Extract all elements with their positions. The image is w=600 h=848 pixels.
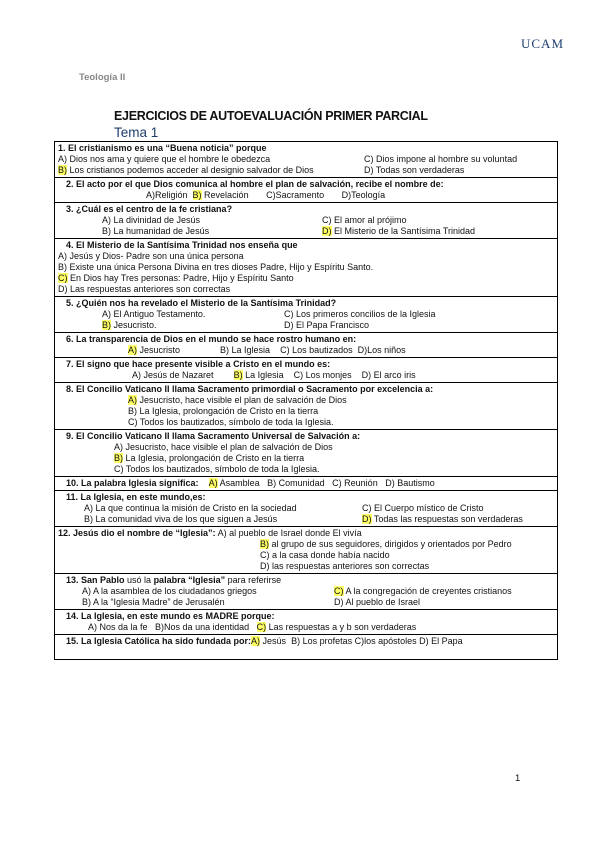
answer-highlight: B)	[260, 539, 269, 549]
answer-highlight: A)	[128, 395, 137, 405]
course-name: Teología II	[79, 72, 126, 83]
option-a: A) Nos da la fe	[88, 622, 148, 632]
stem-part: palabra “Iglesia”	[153, 575, 226, 585]
question-stem: 3. ¿Cuál es el centro de la fe cristiana?	[66, 204, 233, 214]
option-a: Asamblea	[217, 478, 260, 488]
option-a: A) Jesús y Dios- Padre son una única persona	[58, 251, 244, 261]
question-stem: 14. La Iglesia, en este mundo es MADRE porque:	[66, 611, 275, 621]
answer-highlight: C)	[256, 622, 267, 632]
option-a: A) A la asamblea de los ciudadanos griegos	[82, 586, 257, 596]
stem-part: 13. San Pablo	[66, 575, 125, 585]
option-b: B) Comunidad	[267, 478, 325, 488]
option-a: A) al pueblo de Israel donde El vivía	[215, 528, 362, 538]
question-stem: 12. Jesús dio el nombre de “Iglesia”:	[58, 528, 216, 538]
question-stem: 10. La palabra Iglesia significa:	[66, 478, 199, 488]
option-d: D)Los niños	[357, 345, 406, 355]
question-stem: 15. La Iglesia Católica ha sido fundada por:	[66, 636, 252, 646]
answer-highlight: D)	[322, 226, 332, 236]
question-5	[55, 297, 558, 333]
option-c: C) Todos los bautizados, símbolo de toda la Iglesia.	[114, 464, 320, 474]
question-stem	[58, 575, 554, 586]
option-b	[102, 320, 284, 331]
question-stem: 7. El signo que hace presente visible a Cristo en el mundo es:	[66, 359, 331, 369]
question-14	[55, 610, 558, 635]
option-d: D) Al pueblo de Israel	[334, 597, 421, 607]
question-4	[55, 239, 558, 297]
option-c	[58, 273, 554, 284]
option-a	[58, 395, 554, 406]
question-8	[55, 383, 558, 430]
page-subtitle: Tema 1	[114, 125, 159, 140]
option-b: La Iglesia	[242, 370, 284, 380]
option-b: B) A la “Iglesia Madre” de Jerusalén	[82, 597, 225, 607]
option-b: B) La Iglesia	[220, 345, 271, 355]
option-c: C) El amor al prójimo	[322, 215, 407, 225]
option-c: C) El Cuerpo místico de Cristo	[362, 503, 484, 513]
answer-highlight: A)	[128, 345, 137, 355]
option-c: C) a la casa donde había nacido	[260, 550, 390, 560]
option-a: A) Jesucristo, hace visible el plan de salvación de Dios	[114, 442, 333, 452]
option-c: C) Reunión	[332, 478, 378, 488]
options-row	[58, 190, 554, 201]
stem-part: usó la	[124, 575, 154, 585]
option-text: Jesucristo, hace visible el plan de salvación de Dios	[137, 395, 347, 405]
option-a: A) El Antiguo Testamento.	[102, 309, 206, 319]
answer-highlight: A)	[208, 478, 218, 488]
option-a: A) La que continua la misión de Cristo en la sociedad	[84, 503, 297, 513]
option-text: Todas las respuestas son verdaderas	[371, 514, 523, 524]
option-c: C)Sacramento	[266, 190, 325, 200]
option-c: C) Los primeros concilios de la Iglesia	[284, 309, 436, 319]
option-text: Los cristianos podemos acceder al designio salvador de Dios	[67, 165, 314, 175]
quiz-table	[54, 141, 558, 660]
option-a: A) La divinidad de Jesús	[102, 215, 201, 225]
question-stem: 11. La Iglesia, en este mundo,es:	[66, 492, 206, 502]
answer-highlight: C)	[334, 586, 344, 596]
option-d	[322, 226, 554, 237]
option-a: A) Dios nos ama y quiere que el hombre le obedezca	[58, 154, 271, 164]
option-d: D)Teología	[341, 190, 386, 200]
question-stem: 5. ¿Quién nos ha revelado el Misterio de la Santísima Trinidad?	[66, 298, 337, 308]
options-row	[58, 478, 554, 489]
question-13	[55, 574, 558, 610]
option-b: B) La comunidad viva de los que siguen a Jesús	[84, 514, 278, 524]
option-b: Revelación	[201, 190, 249, 200]
option-c: C) Los bautizados	[280, 345, 353, 355]
option-b: B) La humanidad de Jesús	[102, 226, 210, 236]
option-text: La Iglesia, prolongación de Cristo en la tierra	[123, 453, 305, 463]
option-b	[58, 165, 364, 176]
option-a: A) Jesús de Nazaret	[132, 370, 214, 380]
options-row	[58, 622, 554, 633]
option-a: Jesucristo	[137, 345, 181, 355]
answer-highlight: B)	[192, 190, 202, 200]
option-d	[362, 514, 554, 525]
question-stem: 4. El Misterio de la Santísima Trinidad nos enseña que	[66, 240, 298, 250]
answer-highlight: C)	[58, 273, 68, 283]
question-1	[55, 142, 558, 178]
option-d: D) las respuestas anteriores son correctas	[260, 561, 430, 571]
option-c: C) Dios impone al hombre su voluntad	[364, 154, 518, 164]
option-c: C) Los monjes	[293, 370, 352, 380]
answer-highlight: A)	[251, 636, 261, 646]
answer-highlight: B)	[114, 453, 123, 463]
option-d: D) Todas son verdaderas	[364, 165, 465, 175]
option-c: Las respuestas a y b son verdaderas	[266, 622, 417, 632]
option-a: Jesús	[260, 636, 287, 646]
option-text: A la congregación de creyentes cristianos	[343, 586, 512, 596]
question-stem: 2. El acto por el que Dios comunica al hombre el plan de salvación, recibe el nombre de:	[66, 179, 444, 189]
question-10	[55, 477, 558, 491]
ucam-logo: UCAM	[521, 36, 565, 51]
option-b	[58, 453, 554, 464]
question-stem: 8. El Concilio Vaticano II llama Sacramento primordial o Sacramento por excelencia a:	[66, 384, 434, 394]
page-title: EJERCICIOS DE AUTOEVALUACIÓN PRIMER PARCIAL	[114, 109, 428, 123]
other-options: B) Los profetas C)los apóstoles D) El Papa	[291, 636, 463, 646]
question-2	[55, 178, 558, 203]
question-12	[55, 527, 558, 574]
question-11	[55, 491, 558, 527]
stem-part: para referirse	[225, 575, 282, 585]
option-text: El Misterio de la Santísima Trinidad	[331, 226, 476, 236]
question-stem: 9. El Concilio Vaticano II llama Sacramento Universal de Salvación a:	[66, 431, 361, 441]
page-number: 1	[515, 773, 521, 784]
options-row	[58, 370, 554, 381]
option-d: D) El Papa Francisco	[284, 320, 370, 330]
option-text: al grupo de sus seguidores, dirigidos y orientados por Pedro	[269, 539, 512, 549]
option-b: B) Existe una única Persona Divina en tres dioses Padre, Hijo y Espíritu Santo.	[58, 262, 374, 272]
option-text: En Dios hay Tres personas: Padre, Hijo y Espíritu Santo	[67, 273, 294, 283]
answer-highlight: B)	[102, 320, 111, 330]
answer-highlight: B)	[58, 165, 67, 175]
option-d: D) Bautismo	[385, 478, 435, 488]
options-row	[58, 636, 554, 647]
question-stem: 1. El cristianismo es una “Buena noticia” porque	[58, 143, 267, 153]
option-text: Jesucristo.	[111, 320, 157, 330]
question-6	[55, 333, 558, 358]
question-stem: 6. La transparencia de Dios en el mundo se hace rostro humano en:	[66, 334, 357, 344]
question-9	[55, 430, 558, 477]
option-c: C) Todos los bautizados, símbolo de toda la Iglesia.	[128, 417, 334, 427]
options-row	[58, 345, 554, 356]
option-a: A)Religión	[146, 190, 188, 200]
question-7	[55, 358, 558, 383]
option-d: D) Las respuestas anteriores son correctas	[58, 284, 231, 294]
option-b: B) La Iglesia, prolongación de Cristo en la tierra	[128, 406, 319, 416]
option-d: D) El arco iris	[361, 370, 416, 380]
answer-highlight: B)	[233, 370, 243, 380]
option-c	[334, 586, 554, 597]
answer-highlight: D)	[362, 514, 372, 524]
question-3	[55, 203, 558, 239]
option-b: B)Nos da una identidad	[155, 622, 250, 632]
option-b	[58, 539, 554, 550]
question-15	[55, 635, 558, 660]
